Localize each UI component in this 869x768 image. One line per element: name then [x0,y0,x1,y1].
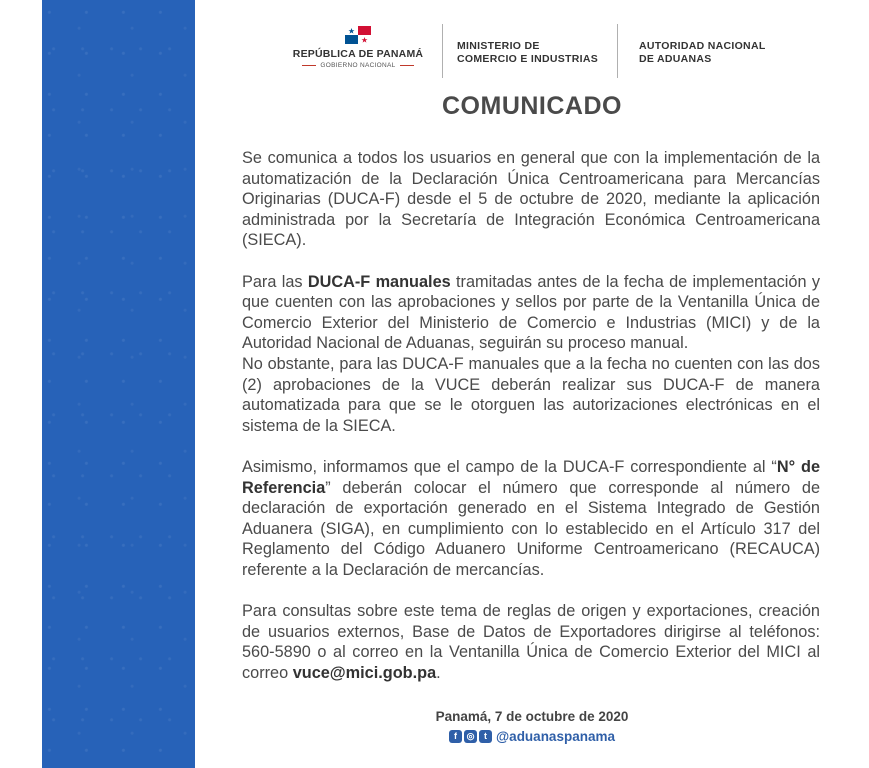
panama-subtitle: GOBIERNO NACIONAL [320,62,396,69]
paragraph-contact: Para consultas sobre este tema de reglas de origen y exportaciones, creación de usuarios externos, Base de Datos de Exportadores dirigirse al teléfonos: 560-5890 o al correo en la Ventanilla Única de Comercio Exterior del MICI al correo vuce@mici.gob.pa. [242,602,820,682]
ministry-name: MINISTERIO DE COMERCIO E INDUSTRIAS [457,40,599,65]
communique-body [242,148,820,704]
panama-flag-icon [345,26,371,44]
header-divider [442,24,443,78]
panama-government-logo [291,26,425,69]
social-handle[interactable]: @aduanaspanama [496,729,615,744]
paragraph-reference-field: Asimismo, informamos que el campo de la DUCA-F correspondiente al “N° de Referencia” deberán colocar el número que corresponde al número de declaración de exportación generado en el Sistema Integrado de Gestión Aduanera (SIGA), en cumplimiento con lo establecido en el Artículo 317 del Reglamento del Código Aduanero Uniforme Centroamericano (RECAUCA) referente a la Declaración de mercancías. [242,457,820,579]
header-divider [617,24,618,78]
instagram-icon[interactable]: ◎ [464,730,477,743]
paragraph-intro: Se comunica a todos los usuarios en general que con la implementación de la automatización de la Declaración Única Centroamericana para Mercancías Originarias (DUCA-F) desde el 5 de octubre de 2020, mediante la aplicación administrada por la Secretaría de Integración Económica Centroamericana (SIECA). [242,149,820,250]
decorative-side-bar [42,0,195,768]
paragraph-manual-duca: Para las DUCA-F manuales tramitadas antes de la fecha de implementación y que cuenten con las aprobaciones y sellos por parte de la Ventanilla Única de Comercio Exterior del Ministerio de Comercio e Industrias (MICI) y de la Autoridad Nacional de Aduanas, seguirán su proceso manual. [242,272,820,353]
page-title: COMUNICADO [442,92,622,120]
header [195,0,869,90]
contact-email[interactable]: vuce@mici.gob.pa [292,663,437,682]
facebook-icon[interactable]: f [449,730,462,743]
footer-date: Panamá, 7 de octubre de 2020 [435,709,629,724]
paragraph-pending-approvals: No obstante, para las DUCA-F manuales que a la fecha no cuenten con las dos (2) aprobaciones de la VUCE deberán realizar sus DUCA-F de manera automatizada para que se le otorguen las autorizaciones electrónicas en el sistema de la SIECA. [242,354,820,435]
customs-authority-name: AUTORIDAD NACIONAL DE ADUANAS [639,40,766,65]
panama-name: REPÚBLICA DE PANAMÁ [292,48,424,60]
twitter-icon[interactable]: t [479,730,492,743]
social-links [195,729,869,744]
